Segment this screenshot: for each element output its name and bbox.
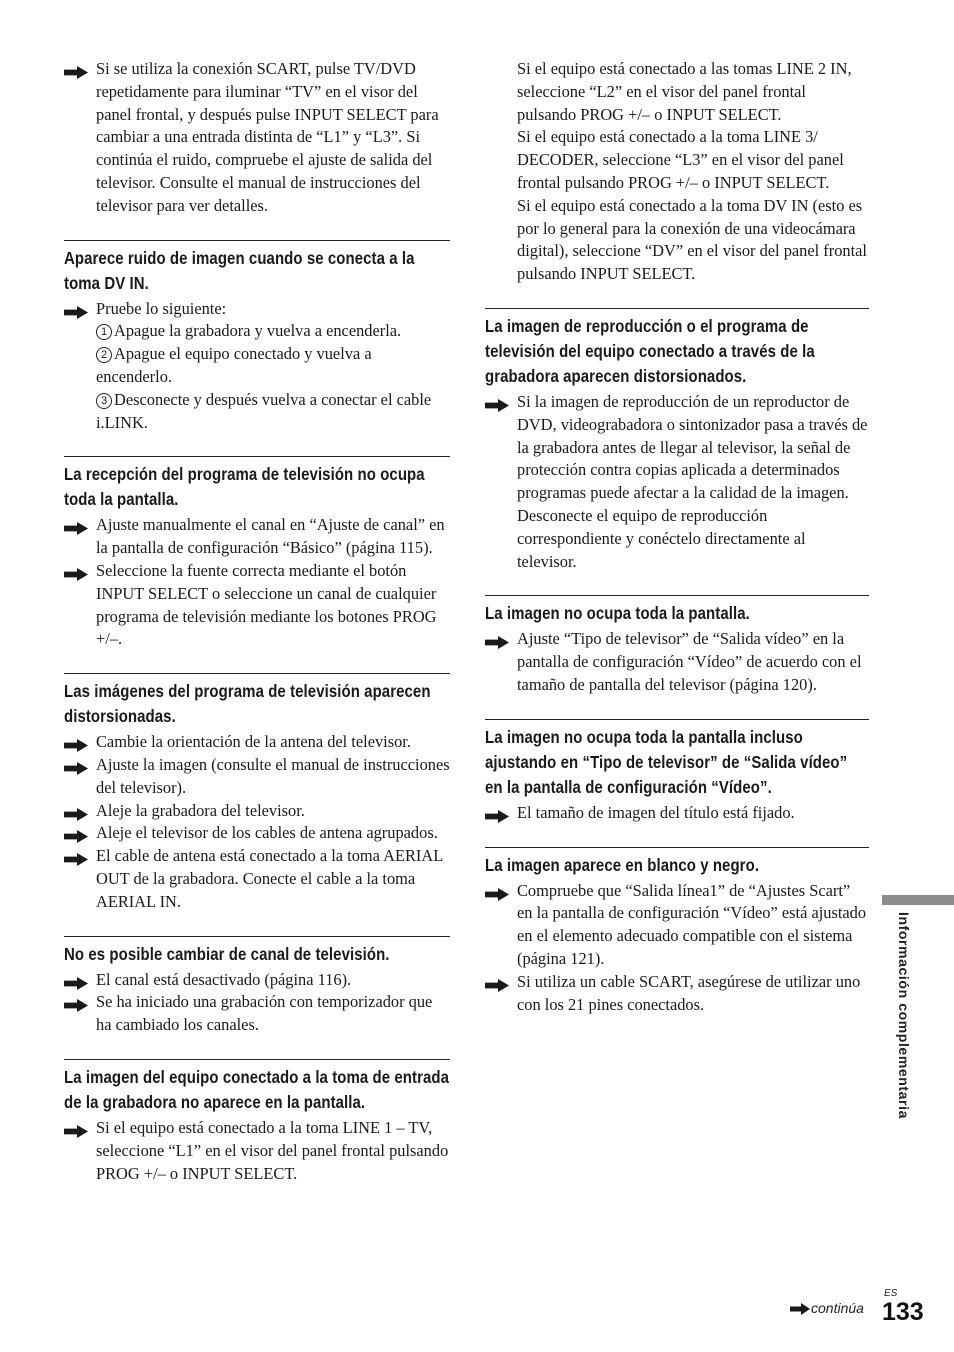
step-number-icon: 1 bbox=[96, 324, 112, 340]
bullet-item bbox=[485, 391, 869, 573]
numbered-step bbox=[96, 389, 450, 435]
section bbox=[64, 58, 450, 218]
section-heading: La imagen de reproducción o el programa de televisión del equipo conectado a través de la grabadora aparecen distorsionados. bbox=[485, 315, 815, 386]
bullet-item bbox=[64, 298, 450, 435]
section-heading: Aparece ruido de imagen cuando se conecta a la toma DV IN. bbox=[64, 247, 415, 293]
bullet-item bbox=[64, 845, 450, 913]
section bbox=[485, 847, 869, 1017]
step-number-icon: 2 bbox=[96, 347, 112, 363]
bullet-item bbox=[64, 731, 450, 754]
continues-text: continúa bbox=[811, 1300, 864, 1316]
bullet-item bbox=[64, 969, 450, 992]
right-arrow-icon bbox=[64, 63, 88, 76]
item-text: El cable de antena está conectado a la toma AERIAL OUT de la grabadora. Conecte el cable a la toma AERIAL IN. bbox=[96, 846, 443, 911]
right-arrow-icon bbox=[64, 805, 88, 818]
section-heading: La imagen aparece en blanco y negro. bbox=[485, 854, 760, 875]
item-text: Seleccione la fuente correcta mediante el botón INPUT SELECT o seleccione un canal de cualquier programa de televisión mediante los botones PROG +/–. bbox=[96, 560, 437, 649]
bullet-item bbox=[64, 1117, 450, 1185]
bullet-item bbox=[64, 514, 450, 560]
item-text: Se ha iniciado una grabación con temporizador que ha cambiado los canales. bbox=[96, 992, 433, 1035]
bullet-item bbox=[485, 880, 869, 971]
step-text: Desconecte y después vuelva a conectar el cable i.LINK. bbox=[96, 389, 432, 432]
section bbox=[64, 240, 450, 435]
bullet-item bbox=[64, 822, 450, 845]
right-arrow-icon bbox=[64, 996, 88, 1009]
section-heading: La recepción del programa de televisión no ocupa toda la pantalla. bbox=[64, 464, 425, 510]
right-arrow-icon bbox=[64, 519, 88, 532]
section-heading: Las imágenes del programa de televisión aparecen distorsionadas. bbox=[64, 681, 431, 727]
section bbox=[64, 456, 450, 651]
bullet-item bbox=[64, 754, 450, 800]
right-arrow-icon bbox=[64, 565, 88, 578]
item-paragraph: Si el equipo está conectado a la toma LINE 3/ DECODER, seleccione “L3” en el visor del panel frontal pulsando PROG +/– o INPUT SELECT. bbox=[517, 127, 844, 192]
language-code: ES bbox=[884, 1288, 898, 1299]
item-text: Compruebe que “Salida línea1” de “Ajustes Scart” en la pantalla de configuración “Vídeo” está ajustado en el elemento adecuado compatible con el sistema (página 121). bbox=[517, 880, 867, 968]
right-arrow-icon bbox=[485, 885, 509, 898]
item-paragraph: Si el equipo está conectado a las tomas LINE 2 IN, seleccione “L2” en el visor del panel frontal pulsando PROG +/– o INPUT SELECT. bbox=[517, 59, 852, 124]
item-text: El canal está desactivado (página 116). bbox=[96, 969, 352, 989]
right-arrow-icon bbox=[485, 396, 509, 409]
item-text: El tamaño de imagen del título está fijado. bbox=[517, 802, 795, 822]
section bbox=[64, 936, 450, 1037]
section bbox=[64, 1059, 450, 1185]
section bbox=[485, 719, 869, 825]
right-arrow-icon bbox=[64, 850, 88, 863]
right-arrow-icon bbox=[790, 1303, 810, 1315]
right-arrow-icon bbox=[485, 633, 509, 646]
right-column bbox=[485, 58, 869, 1016]
right-arrow-icon bbox=[64, 974, 88, 987]
right-arrow-icon bbox=[64, 759, 88, 772]
item-text: Cambie la orientación de la antena del televisor. bbox=[96, 732, 411, 752]
section-tab-bar bbox=[882, 895, 954, 905]
section-heading: No es posible cambiar de canal de televisión. bbox=[64, 943, 390, 964]
step-text: Apague el equipo conectado y vuelva a encenderlo. bbox=[96, 344, 372, 386]
bullet-item bbox=[64, 800, 450, 823]
continues-note bbox=[790, 1300, 864, 1316]
item-paragraph: Si el equipo está conectado a la toma DV IN (esto es por lo general para la conexión de una videocámara digital), seleccione “DV” en el visor del panel frontal pulsando INPUT SELECT. bbox=[517, 195, 867, 284]
section bbox=[485, 308, 869, 573]
item-text: Ajuste “Tipo de televisor” de “Salida vídeo” en la pantalla de configuración “Vídeo” de acuerdo con el tamaño de pantalla del televisor (página 120). bbox=[517, 629, 862, 694]
right-arrow-icon bbox=[64, 1122, 88, 1135]
step-text: Apague la grabadora y vuelva a encenderla. bbox=[114, 321, 402, 341]
section-tab-label: Información complementaria bbox=[896, 912, 912, 1119]
section-heading: La imagen no ocupa toda la pantalla incluso ajustando en “Tipo de televisor” de “Salida vídeo” en la pantalla de configuración “Vídeo”. bbox=[485, 726, 848, 797]
bullet-item bbox=[64, 58, 450, 218]
bullet-item bbox=[485, 802, 869, 825]
item-text: Ajuste manualmente el canal en “Ajuste de canal” en la pantalla de configuración “Básico” (página 115). bbox=[96, 515, 445, 558]
item-text: Si la imagen de reproducción de un reproductor de DVD, videograbadora o sintonizador pasa a través de la grabadora antes de llegar al televisor, la señal de protección contra copias aplicada a determinados programas puede afectar a la calidad de la imagen. Desconecte el equipo de reproducción correspondiente y conéctelo directamente al televisor. bbox=[517, 391, 868, 571]
item-text: Pruebe lo siguiente: bbox=[96, 298, 227, 318]
item-text: Aleje el televisor de los cables de antena agrupados. bbox=[96, 823, 438, 843]
section bbox=[485, 58, 869, 286]
bullet-item bbox=[64, 560, 450, 651]
section-heading: La imagen del equipo conectado a la toma de entrada de la grabadora no aparece en la pantalla. bbox=[64, 1066, 450, 1112]
bullet-item bbox=[64, 991, 450, 1037]
bullet-item bbox=[485, 971, 869, 1017]
right-arrow-icon bbox=[64, 736, 88, 749]
numbered-step bbox=[96, 320, 450, 343]
section bbox=[64, 673, 450, 913]
item-text: Si el equipo está conectado a la toma LINE 1 – TV, seleccione “L1” en el visor del panel frontal pulsando PROG +/– o INPUT SELECT. bbox=[96, 1117, 449, 1183]
item-text: Ajuste la imagen (consulte el manual de instrucciones del televisor). bbox=[96, 754, 450, 797]
bullet-item bbox=[485, 58, 869, 286]
item-text: Si utiliza un cable SCART, asegúrese de utilizar uno con los 21 pines conectados. bbox=[517, 971, 861, 1014]
section bbox=[485, 595, 869, 696]
section-heading: La imagen no ocupa toda la pantalla. bbox=[485, 603, 750, 624]
right-arrow-icon bbox=[64, 827, 88, 840]
left-column bbox=[64, 58, 450, 1185]
item-text: Aleje la grabadora del televisor. bbox=[96, 800, 305, 820]
step-number-icon: 3 bbox=[96, 393, 112, 409]
right-arrow-icon bbox=[64, 303, 88, 316]
right-arrow-icon bbox=[485, 807, 509, 820]
item-text: Si se utiliza la conexión SCART, pulse TV/DVD repetidamente para iluminar “TV” en el visor del panel frontal, y después pulse INPUT SELECT para cambiar a una entrada distinta de “L1” y “L3”. Si continúa el ruido, compruebe el ajuste de salida del televisor. Consulte el manual de instrucciones del televisor para ver detalles. bbox=[96, 59, 439, 215]
numbered-step bbox=[96, 343, 450, 389]
page-number: 133 bbox=[882, 1298, 924, 1326]
bullet-item bbox=[485, 628, 869, 696]
right-arrow-icon bbox=[485, 976, 509, 989]
